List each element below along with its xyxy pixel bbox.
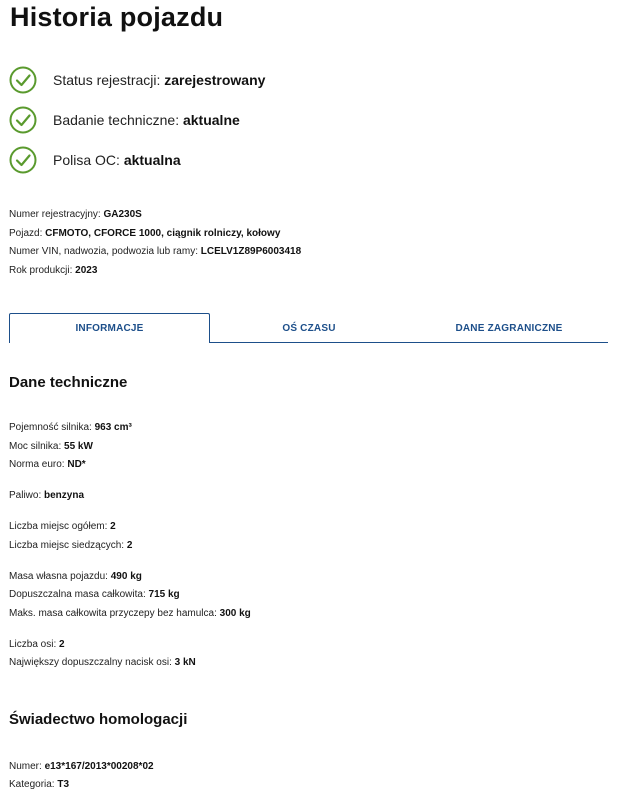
tech-row: Norma euro: ND* — [9, 459, 86, 470]
status-label: Status rejestracji: — [53, 72, 165, 88]
status-label: Polisa OC: — [53, 152, 124, 168]
tech-group-mass — [9, 568, 251, 624]
tab-information[interactable]: INFORMACJE — [9, 313, 210, 343]
homologation-row: Kategoria: T3 — [9, 779, 70, 790]
tech-row: Liczba miejsc siedzących: 2 — [9, 539, 133, 551]
tech-row: Maks. masa całkowita przyczepy bez hamulca: 300 kg — [9, 607, 251, 619]
check-circle-icon — [9, 66, 37, 94]
vehicle-info — [9, 206, 301, 280]
tech-row: Liczba miejsc ogółem: 2 — [9, 521, 116, 532]
check-circle-icon — [9, 146, 37, 174]
vehicle-model: Pojazd: CFMOTO, CFORCE 1000, ciągnik rolniczy, kołowy — [9, 227, 281, 239]
tech-row: Dopuszczalna masa całkowita: 715 kg — [9, 589, 180, 600]
technical-data — [9, 419, 251, 685]
page-title: Historia pojazdu — [10, 2, 224, 32]
section-title-homologation: Świadectwo homologacji — [9, 711, 188, 728]
tech-row: Pojemność silnika: 963 cm³ — [9, 422, 132, 433]
status-value: aktualna — [123, 152, 181, 168]
status-list — [9, 66, 265, 186]
tech-row: Masa własna pojazdu: 490 kg — [9, 570, 142, 582]
status-inspection — [9, 106, 265, 134]
tech-row: Największy dopuszczalny nacisk osi: 3 kN — [9, 657, 196, 668]
tab-timeline[interactable]: OŚ CZASU — [282, 322, 336, 334]
tech-row: Paliwo: benzyna — [9, 490, 85, 501]
tech-group-axles — [9, 636, 251, 673]
status-label: Badanie techniczne: — [53, 112, 183, 128]
vehicle-vin: Numer VIN, nadwozia, podwozia lub ramy: LCELV1Z89P6003418 — [9, 246, 302, 257]
section-title-technical: Dane techniczne — [9, 374, 128, 391]
status-registration — [9, 66, 265, 94]
tab-bar — [9, 313, 608, 343]
homologation-data — [9, 758, 154, 794]
vehicle-production-year: Rok produkcji: 2023 — [9, 264, 98, 276]
homologation-row: Numer: e13*167/2013*00208*02 — [9, 761, 154, 772]
status-value: aktualne — [182, 112, 240, 128]
check-circle-icon — [9, 106, 37, 134]
status-value: zarejestrowany — [164, 72, 266, 88]
tech-group-fuel — [9, 487, 251, 506]
tech-row: Liczba osi: 2 — [9, 638, 65, 650]
vehicle-registration-number: Numer rejestracyjny: GA230S — [9, 209, 142, 220]
tech-group-engine — [9, 419, 251, 475]
tab-foreign-data[interactable]: DANE ZAGRANICZNE — [455, 322, 563, 334]
status-insurance — [9, 146, 265, 174]
tech-group-seats — [9, 518, 251, 555]
tech-row: Moc silnika: 55 kW — [9, 440, 93, 452]
